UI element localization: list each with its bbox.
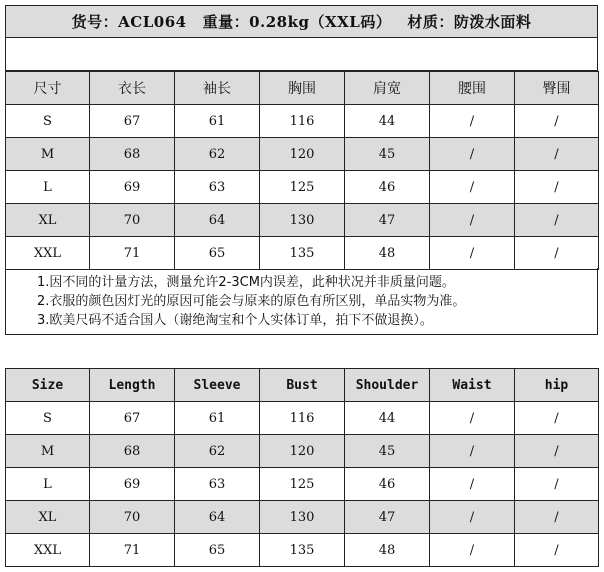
size-table-chinese xyxy=(5,71,599,270)
table-cell: 45 xyxy=(345,435,430,468)
table-cell: 61 xyxy=(175,105,260,138)
table-cell: / xyxy=(515,237,599,270)
table-cell: 45 xyxy=(345,138,430,171)
weight-info: 重量：0.28kg（XXL码） xyxy=(202,13,392,31)
table-cell: 70 xyxy=(90,204,175,237)
column-header: 臀围 xyxy=(515,72,599,105)
table-cell: 63 xyxy=(175,171,260,204)
notes-section xyxy=(5,268,598,335)
table-cell: L xyxy=(6,468,90,501)
column-header: Shoulder xyxy=(345,369,430,402)
column-header: Length xyxy=(90,369,175,402)
column-header: 尺寸 xyxy=(6,72,90,105)
table-cell: 130 xyxy=(260,501,345,534)
blank-spacer-row xyxy=(5,37,598,71)
column-header: 腰围 xyxy=(430,72,515,105)
table-cell: 48 xyxy=(345,237,430,270)
column-header: 肩宽 xyxy=(345,72,430,105)
table-cell: M xyxy=(6,435,90,468)
table-cell: / xyxy=(430,435,515,468)
table-cell: / xyxy=(430,138,515,171)
table-cell: 120 xyxy=(260,435,345,468)
table-cell: XXL xyxy=(6,237,90,270)
table-cell: 47 xyxy=(345,204,430,237)
table-cell: / xyxy=(430,468,515,501)
table-cell: XL xyxy=(6,501,90,534)
table-cell: 64 xyxy=(175,501,260,534)
table-cell: 135 xyxy=(260,534,345,567)
item-number: 货号：ACL064 xyxy=(71,13,187,31)
table-cell: 71 xyxy=(90,534,175,567)
table-cell: 70 xyxy=(90,501,175,534)
table-row xyxy=(6,402,599,435)
note-line: 2.衣服的颜色因灯光的原因可能会与原来的原色有所区别，单品实物为准。 xyxy=(37,294,466,309)
table-cell: / xyxy=(430,105,515,138)
table-cell: / xyxy=(515,534,599,567)
table-row xyxy=(6,501,599,534)
material-info: 材质：防泼水面料 xyxy=(407,13,532,31)
table-cell: 130 xyxy=(260,204,345,237)
table-cell: 65 xyxy=(175,237,260,270)
table-row xyxy=(6,204,599,237)
table-cell: 62 xyxy=(175,138,260,171)
product-header xyxy=(5,5,598,38)
table-cell: 47 xyxy=(345,501,430,534)
table-row xyxy=(6,105,599,138)
table-cell: / xyxy=(515,138,599,171)
table-row xyxy=(6,171,599,204)
table-cell: / xyxy=(515,171,599,204)
note-line: 3.欧美尺码不适合国人（谢绝淘宝和个人实体订单，拍下不做退换）。 xyxy=(37,313,433,328)
table-cell: 135 xyxy=(260,237,345,270)
table-cell: / xyxy=(430,171,515,204)
table-cell: 68 xyxy=(90,138,175,171)
table-cell: / xyxy=(515,468,599,501)
column-header: 衣长 xyxy=(90,72,175,105)
table-cell: / xyxy=(430,402,515,435)
table-row xyxy=(6,534,599,567)
column-header: Size xyxy=(6,369,90,402)
table-cell: / xyxy=(430,204,515,237)
table-cell: 125 xyxy=(260,171,345,204)
table-cell: 44 xyxy=(345,105,430,138)
column-header: Waist xyxy=(430,369,515,402)
table-cell: 67 xyxy=(90,402,175,435)
table-cell: XL xyxy=(6,204,90,237)
table-cell: 65 xyxy=(175,534,260,567)
table-cell: 46 xyxy=(345,468,430,501)
table-row xyxy=(6,138,599,171)
table-cell: 62 xyxy=(175,435,260,468)
table-cell: XXL xyxy=(6,534,90,567)
table-cell: 125 xyxy=(260,468,345,501)
table-cell: / xyxy=(515,204,599,237)
table-row xyxy=(6,435,599,468)
table-header-row xyxy=(6,369,599,402)
table-cell: 120 xyxy=(260,138,345,171)
column-header: Bust xyxy=(260,369,345,402)
column-header: hip xyxy=(515,369,599,402)
table-cell: / xyxy=(430,501,515,534)
table-cell: 48 xyxy=(345,534,430,567)
table-cell: 116 xyxy=(260,402,345,435)
table-cell: 67 xyxy=(90,105,175,138)
table-cell: 46 xyxy=(345,171,430,204)
table-cell: 64 xyxy=(175,204,260,237)
table-header-row xyxy=(6,72,599,105)
note-line: 1.因不同的计量方法，测量允许2-3CM内误差，此种状况并非质量问题。 xyxy=(37,275,455,290)
table-row xyxy=(6,237,599,270)
table-cell: / xyxy=(515,402,599,435)
size-table-english xyxy=(5,368,599,567)
column-header: Sleeve xyxy=(175,369,260,402)
table-cell: / xyxy=(515,105,599,138)
table-cell: 63 xyxy=(175,468,260,501)
table-cell: M xyxy=(6,138,90,171)
table-cell: / xyxy=(515,435,599,468)
table-cell: L xyxy=(6,171,90,204)
table-cell: S xyxy=(6,105,90,138)
table-cell: 116 xyxy=(260,105,345,138)
table-cell: / xyxy=(430,237,515,270)
table-cell: / xyxy=(430,534,515,567)
table-cell: 69 xyxy=(90,171,175,204)
table-cell: / xyxy=(515,501,599,534)
column-header: 胸围 xyxy=(260,72,345,105)
table-cell: 61 xyxy=(175,402,260,435)
table-cell: 71 xyxy=(90,237,175,270)
table-row xyxy=(6,468,599,501)
table-cell: S xyxy=(6,402,90,435)
column-header: 袖长 xyxy=(175,72,260,105)
table-cell: 68 xyxy=(90,435,175,468)
table-cell: 44 xyxy=(345,402,430,435)
table-cell: 69 xyxy=(90,468,175,501)
